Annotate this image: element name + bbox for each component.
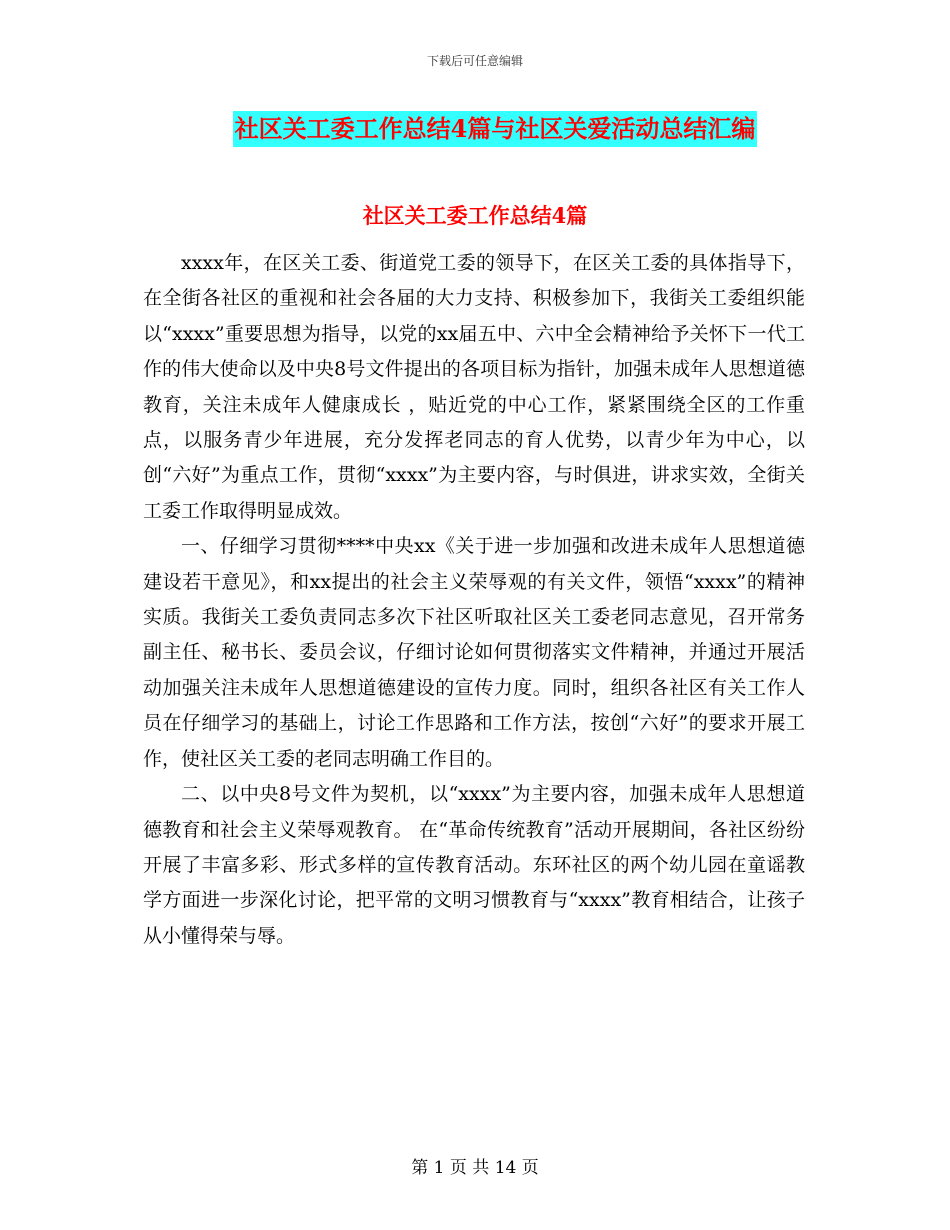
paragraph-section-2: 二、以中央8号文件为契机，以“xxxx”为主要内容，加强未成年人思想道德教育和社会主义荣辱观教育。 在“革命传统教育”活动开展期间，各社区纷纷开展了丰富多彩、形式多样的宣传教育活动。东环社区的两个幼儿园在童谣教学方面进一步深化讨论，把平常的文明习惯教育与“xxxx”教育相结合，让孩子从小懂得荣与辱。 (143, 783, 805, 947)
sub-title: 社区关工委工作总结4篇 (362, 203, 588, 228)
page-footer: 第 1 页 共 14 页 (411, 1158, 539, 1178)
body-text (143, 246, 805, 954)
main-title-container (0, 111, 950, 147)
header-note: 下载后可任意编辑 (426, 54, 523, 68)
paragraph-section-1: 一、仔细学习贯彻****中央xx《关于进一步加强和改进未成年人思想道德建设若干意见》，和xx提出的社会主义荣辱观的有关文件，领悟“xxxx”的精神实质。我街关工委负责同志多次下社区听取社区关工委老同志意见，召开常务副主任、秘书长、委员会议，仔细讨论如何贯彻落实文件精神，并通过开展活动加强关注未成年人思想道德建设的宣传力度。同时，组织各社区有关工作人员在仔细学习的基础上，讨论工作思路和工作方法，按创“六好”的要求开展工作，使社区关工委的老同志明确工作目的。 (143, 535, 805, 770)
paragraph-intro: xxxx年，在区关工委、街道党工委的领导下，在区关工委的具体指导下，在全街各社区的重视和社会各届的大力支持、积极参加下，我街关工委组织能以“xxxx”重要思想为指导，以党的xx届五中、六中全会精神给予关怀下一代工作的伟大使命以及中央8号文件提出的各项目标为指针，加强未成年人思想道德教育，关注未成年人健康成长 ，贴近党的中心工作，紧紧围绕全区的工作重点，以服务青少年进展，充分发挥老同志的育人优势，以青少年为中心，以创“六好”为重点工作，贯彻“xxxx”为主要内容，与时俱进，讲求实效，全街关工委工作取得明显成效。 (143, 252, 805, 522)
main-title: 社区关工委工作总结4篇与社区关爱活动总结汇编 (233, 111, 758, 147)
